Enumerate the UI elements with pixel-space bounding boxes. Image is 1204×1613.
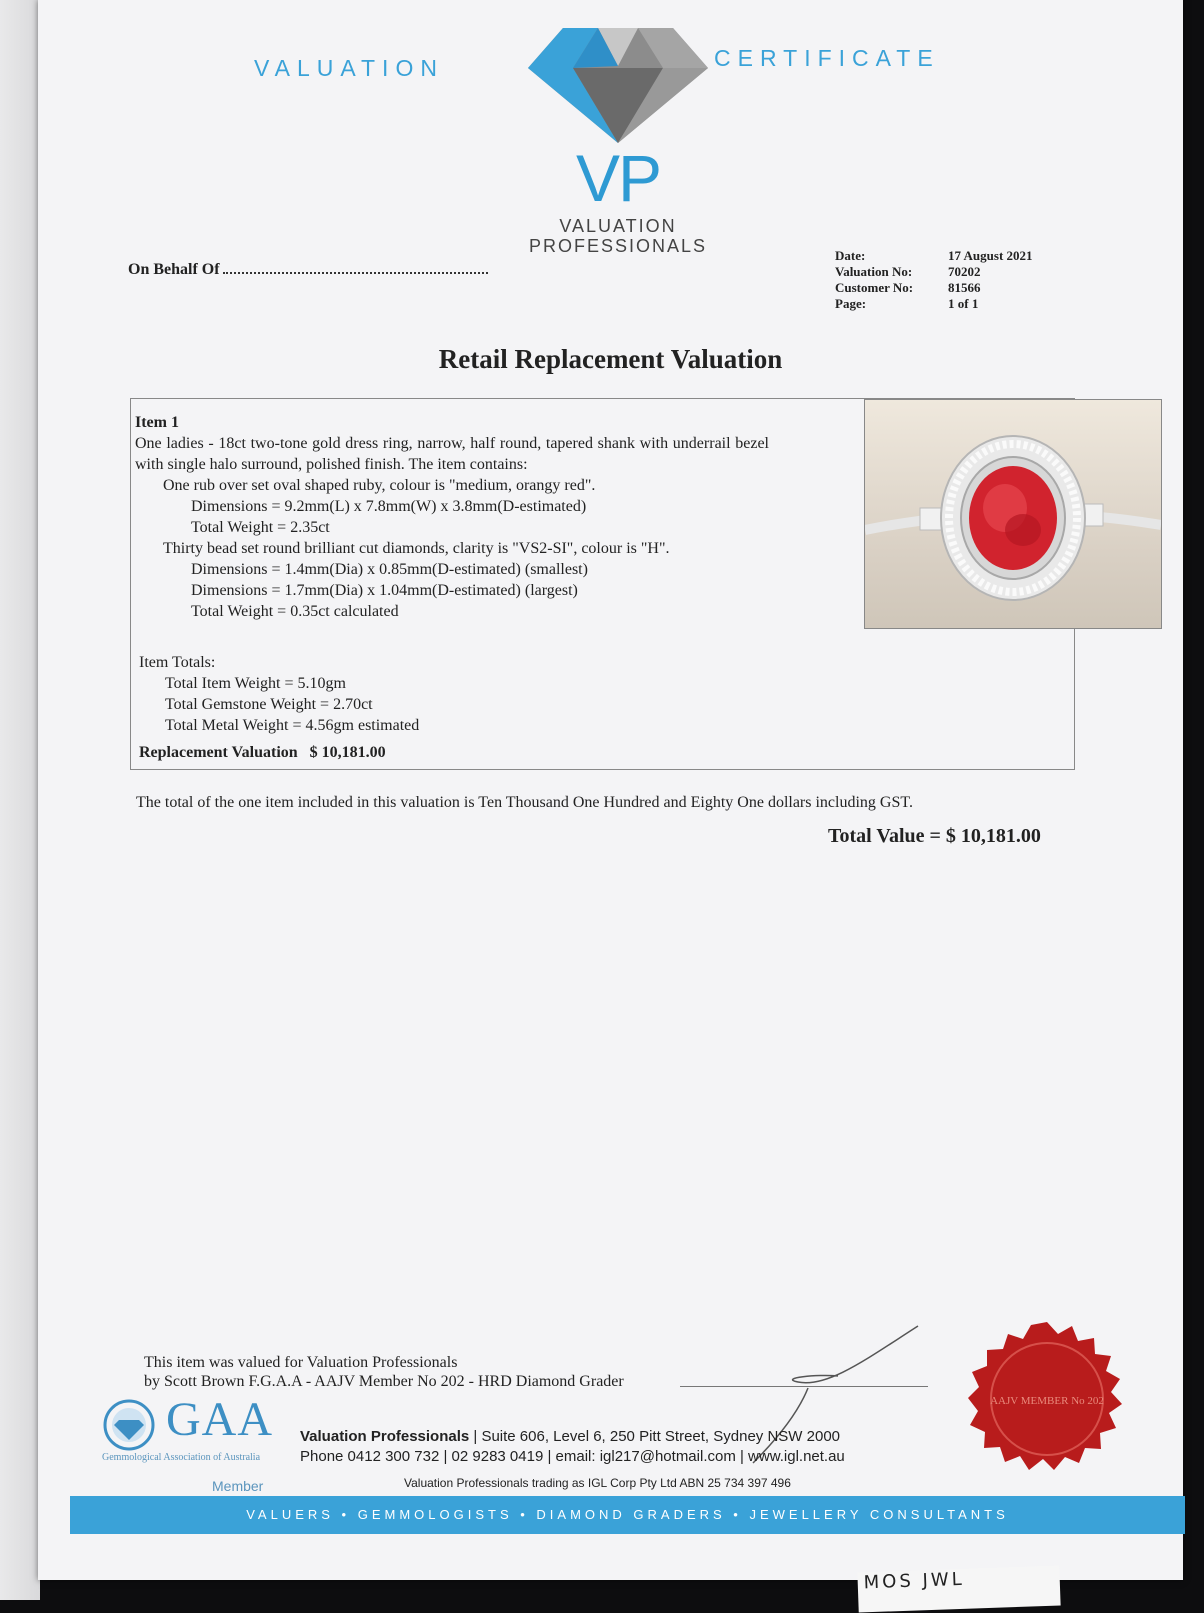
gaa-wordmark: GAA (166, 1393, 273, 1446)
meta-row-date (835, 248, 1033, 264)
meta-label: Page: (835, 296, 867, 311)
meta-value: 81566 (948, 280, 981, 295)
item-box (130, 398, 1075, 770)
item-heading: Item 1 (135, 414, 179, 431)
logo-line-valuation: VALUATION (559, 216, 677, 236)
company-address (300, 1427, 940, 1493)
meta-row-valuation-no (835, 264, 1033, 280)
ruby-ring-image (865, 400, 1161, 628)
total-sentence: The total of the one item included in this valuation is Ten Thousand One Hundred and Eighty One dollars including GST. (136, 794, 913, 811)
vp-logo (503, 18, 733, 268)
meta-row-customer-no (835, 280, 1033, 296)
meta-value: 1 of 1 (948, 296, 979, 311)
handwritten-label: MOS JWL (857, 1565, 1060, 1612)
meta-value: 70202 (948, 264, 981, 279)
trading-line: Valuation Professionals trading as IGL Corp Pty Ltd ABN 25 734 397 496 (404, 1476, 791, 1490)
meta-label: Valuation No: (835, 264, 913, 279)
meta-label: Customer No: (835, 280, 914, 295)
ruby-dimensions: Dimensions = 9.2mm(L) x 7.8mm(W) x 3.8mm(D-estimated) (191, 498, 587, 515)
totals-heading: Item Totals: (139, 654, 216, 671)
address-line (300, 1427, 940, 1447)
total-value: Total Value = $ 10,181.00 (828, 825, 1041, 847)
gaa-member-label: Member (212, 1478, 264, 1494)
replacement-value: $ 10,181.00 (309, 744, 386, 761)
diamond-logo-icon (503, 18, 733, 148)
diamond-dimensions-large: Dimensions = 1.7mm(Dia) x 1.04mm(D-estimated) (largest) (191, 582, 578, 599)
replacement-valuation (139, 744, 386, 762)
logo-line-professionals: PROFESSIONALS (528, 236, 708, 256)
certificate-meta (835, 248, 1033, 312)
diamond-dimensions-small: Dimensions = 1.4mm(Dia) x 0.85mm(D-estimated) (smallest) (191, 561, 588, 578)
total-metal-weight: Total Metal Weight = 4.56gm estimated (165, 717, 420, 734)
total-item-weight: Total Item Weight = 5.10gm (165, 675, 346, 692)
ruby-weight: Total Weight = 2.35ct (191, 519, 330, 536)
on-behalf-of (128, 261, 488, 279)
item-summary: One ladies - 18ct two-tone gold dress ring, narrow, half round, tapered shank with underrail bezel with single halo surround, polished finish. The item contains: (135, 435, 769, 473)
seal-icon (968, 1320, 1126, 1478)
vp-initials: VP (575, 141, 661, 215)
valued-by-line2: by Scott Brown F.G.A.A - AAJV Member No 202 - HRD Diamond Grader (144, 1373, 624, 1390)
on-behalf-dotted-line (223, 262, 488, 274)
gaa-subtitle: Gemmological Association of Australia (102, 1452, 261, 1463)
certificate-page (38, 0, 1183, 1580)
document-title: Retail Replacement Valuation (438, 344, 783, 374)
contact-line: Phone 0412 300 732 | 02 9283 0419 | email: igl217@hotmail.com | www.igl.net.au (300, 1448, 845, 1465)
header-valuation-word: VALUATION (254, 55, 444, 81)
wax-seal (968, 1320, 1126, 1478)
ruby-description: One rub over set oval shaped ruby, colour is "medium, orangy red". (163, 477, 596, 494)
header-certificate-word: CERTIFICATE (714, 45, 940, 71)
item-totals (139, 652, 419, 736)
diamonds-description: Thirty bead set round brilliant cut diamonds, clarity is "VS2-SI", colour is "H". (163, 540, 670, 557)
on-behalf-label: On Behalf Of (128, 261, 220, 278)
total-gemstone-weight: Total Gemstone Weight = 2.70ct (165, 696, 373, 713)
valued-by-line1: This item was valued for Valuation Professionals (144, 1354, 458, 1371)
diamond-weight: Total Weight = 0.35ct calculated (191, 603, 399, 620)
meta-label: Date: (835, 248, 866, 263)
item-description (135, 412, 769, 622)
meta-row-page (835, 296, 1033, 312)
ring-photo (864, 399, 1162, 629)
meta-value: 17 August 2021 (948, 248, 1033, 263)
replacement-label: Replacement Valuation (139, 744, 298, 761)
seal-text: AAJV MEMBER No 202 (990, 1395, 1104, 1407)
footer-band: VALUERS • GEMMOLOGISTS • DIAMOND GRADERS • JEWELLERY CONSULTANTS (70, 1496, 1185, 1534)
background-wall (0, 0, 40, 1600)
valued-by (144, 1353, 624, 1391)
gaa-emblem-icon (102, 1398, 156, 1452)
company-name: Valuation Professionals (300, 1428, 470, 1445)
street-address: | Suite 606, Level 6, 250 Pitt Street, Sydney NSW 2000 (473, 1428, 840, 1445)
